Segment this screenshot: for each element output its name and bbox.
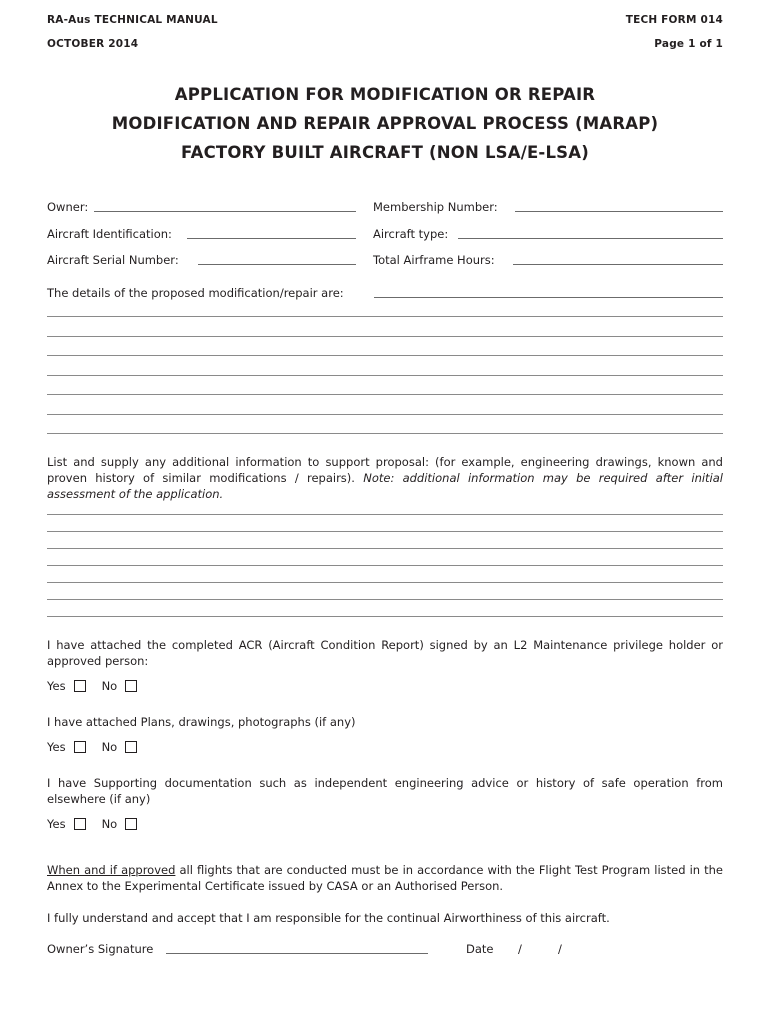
- additional-info-instructions: [47, 454, 723, 502]
- owner-label: Owner:: [47, 200, 89, 214]
- details-line[interactable]: [47, 394, 723, 395]
- page-number: Page 1 of 1: [654, 38, 723, 50]
- date-separator: /: [518, 942, 522, 956]
- details-line[interactable]: [47, 375, 723, 376]
- additional-info-line[interactable]: [47, 548, 723, 549]
- details-line[interactable]: [47, 433, 723, 434]
- additional-info-line[interactable]: [47, 565, 723, 566]
- supporting-docs-yes-checkbox[interactable]: [74, 818, 86, 830]
- manual-date: OCTOBER 2014: [47, 38, 139, 50]
- details-label: The details of the proposed modification/repair are:: [47, 286, 344, 300]
- form-id: TECH FORM 014: [625, 14, 723, 26]
- supporting-docs-question: I have Supporting documentation such as independent engineering advice or history of safe operation from elsewhere (if any): [47, 776, 723, 806]
- details-line[interactable]: [47, 336, 723, 337]
- aircraft-serial-number-field[interactable]: [198, 264, 356, 265]
- acr-yes-checkbox[interactable]: [74, 680, 86, 692]
- aircraft-identification-label: Aircraft Identification:: [47, 227, 172, 241]
- owner-signature-label: Owner’s Signature: [47, 942, 154, 956]
- total-airframe-hours-field[interactable]: [513, 264, 723, 265]
- additional-info-line[interactable]: [47, 599, 723, 600]
- acr-no-checkbox[interactable]: [125, 680, 137, 692]
- plans-question: I have attached Plans, drawings, photographs (if any): [47, 715, 356, 729]
- additional-info-note: Note: additional information may be required after initial assessment of the application.: [47, 471, 723, 501]
- aircraft-type-field[interactable]: [458, 238, 723, 239]
- additional-info-line[interactable]: [47, 531, 723, 532]
- date-label: Date: [466, 942, 494, 956]
- yes-label: Yes: [47, 740, 66, 754]
- details-line[interactable]: [47, 316, 723, 317]
- owner-signature-field[interactable]: [166, 953, 428, 954]
- membership-number-field[interactable]: [515, 211, 723, 212]
- no-label: No: [101, 740, 118, 754]
- supporting-docs-no-checkbox[interactable]: [125, 818, 137, 830]
- additional-info-line[interactable]: [47, 514, 723, 515]
- form-category: FACTORY BUILT AIRCRAFT (NON LSA/E-LSA): [181, 143, 589, 162]
- aircraft-serial-number-label: Aircraft Serial Number:: [47, 253, 179, 267]
- details-line[interactable]: [47, 355, 723, 356]
- membership-number-label: Membership Number:: [373, 200, 498, 214]
- total-airframe-hours-label: Total Airframe Hours:: [373, 253, 495, 267]
- aircraft-identification-field[interactable]: [187, 238, 356, 239]
- acr-answer-group: [47, 679, 137, 693]
- airworthiness-acknowledgement: I fully understand and accept that I am responsible for the continual Airworthiness of this aircraft.: [47, 911, 610, 925]
- approval-condition-emphasis: When and if approved: [47, 863, 176, 877]
- date-separator: /: [558, 942, 562, 956]
- additional-info-text: List and supply any additional information to support proposal: (for example, engineering drawings, known and proven history of similar modifications / repairs).: [47, 455, 723, 485]
- yes-label: Yes: [47, 817, 66, 831]
- no-label: No: [101, 817, 118, 831]
- details-field-line[interactable]: [374, 297, 723, 298]
- flight-conditions-statement: [47, 862, 723, 894]
- manual-name: RA-Aus TECHNICAL MANUAL: [47, 14, 218, 26]
- supporting-docs-answer-group: [47, 817, 137, 831]
- owner-field[interactable]: [94, 211, 356, 212]
- aircraft-type-label: Aircraft type:: [373, 227, 449, 241]
- additional-info-line[interactable]: [47, 616, 723, 617]
- form-subtitle: MODIFICATION AND REPAIR APPROVAL PROCESS (MARAP): [111, 114, 659, 133]
- yes-label: Yes: [47, 679, 66, 693]
- form-title: APPLICATION FOR MODIFICATION OR REPAIR: [174, 85, 596, 104]
- plans-no-checkbox[interactable]: [125, 741, 137, 753]
- plans-answer-group: [47, 740, 137, 754]
- details-line[interactable]: [47, 414, 723, 415]
- flight-conditions-text: all flights that are conducted must be in accordance with the Flight Test Program listed in the Annex to the Experimental Certificate issued by CASA or an Authorised Person.: [47, 863, 723, 893]
- no-label: No: [101, 679, 118, 693]
- acr-question: I have attached the completed ACR (Aircraft Condition Report) signed by an L2 Maintenance privilege holder or approved person:: [47, 638, 723, 668]
- plans-yes-checkbox[interactable]: [74, 741, 86, 753]
- additional-info-line[interactable]: [47, 582, 723, 583]
